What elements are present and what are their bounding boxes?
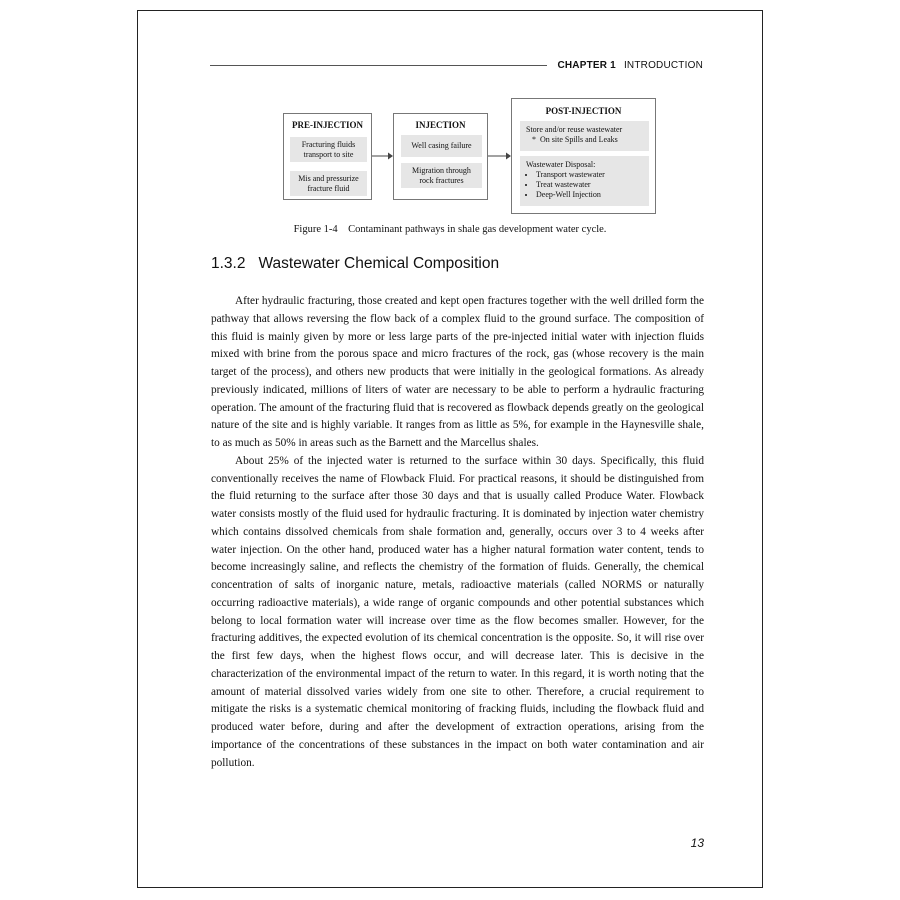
section-title: Wastewater Chemical Composition xyxy=(258,255,500,272)
post-injection-disposal xyxy=(520,156,649,206)
paragraph: About 25% of the injected water is returned to the surface within 30 days. Specifically, this fluid conventionally receives the name of Flowback Fluid. For practical reasons, it should be distinguished from the fluid returning to the surface after those 30 days and that is usually called Produce Water. Flowback water consists mostly of the fluid used for hydraulic fracturing. It is dominated by injection water chemistry which contains dissolved chemicals from shale formation and, generally, occurs over 3 to 4 weeks after water injection. On the other hand, produced water has a higher natural formation water content, tends to become increasingly saline, and reflects the chemistry of the formation of fluids. Generally, the chemical concentration of salts of inorganic nature, metals, radioactive materials (called NORMS or naturally occurring radioactive materials), a wide range of organic compounds and other potential substances which belong to local formation water will increase over time as the flow becomes smaller. However, for the fracturing additives, the expected evolution of its chemical concentration is the opposite. So, it will rise over the first few days, when the highest flows occur, and will decrease later. This is decisive in the characterization of the environmental impact of the return to water. In this regard, it is worth noting that the amount of material dissolved varies widely from one site to other. Therefore, a crucial requirement to mitigate the risks is a systematic chemical monitoring of fracking fluids, including the flowback fluid and produced water before, during and after the development of extraction operations, arising from the importance of the concentrations of these substances in the impact on both water contamination and air pollution. xyxy=(211,454,704,769)
store-heading: Store and/or reuse wastewater xyxy=(526,125,623,134)
arrow-right-icon xyxy=(372,151,394,161)
disposal-heading: Wastewater Disposal: xyxy=(526,160,596,169)
figure-caption: Figure 1-4 Contaminant pathways in shale gas development water cycle. xyxy=(293,224,607,235)
pre-injection-title: PRE-INJECTION xyxy=(291,120,363,130)
header-rule xyxy=(210,65,547,66)
post-injection-box xyxy=(511,98,656,214)
pre-injection-box xyxy=(283,113,372,200)
store-bullet-text: On site Spills and Leaks xyxy=(540,135,618,144)
store-bullet: * On site Spills and Leaks xyxy=(532,135,618,144)
section-number: 1.3.2 xyxy=(211,255,246,272)
disposal-bullet: • Deep-Well Injection xyxy=(536,190,643,200)
section-heading xyxy=(211,255,499,273)
body-text xyxy=(211,293,704,772)
running-header xyxy=(210,58,703,72)
post-injection-store xyxy=(520,121,649,151)
disposal-bullet: • Transport wastewater xyxy=(536,170,643,180)
chapter-label: CHAPTER 1 xyxy=(557,59,616,71)
disposal-bullet: • Treat wastewater xyxy=(536,180,643,190)
paragraph: After hydraulic fracturing, those created and kept open fractures together with the well drilled form the pathway that allows reversing the flow back of a complex fluid to the ground surface. The composition of this fluid is mainly given by more or less large parts of the pre-injected initial water with injection fluids mixed with brine from the porous space and micro fractures of the rock, gas (whose recovery is the main target of the process), and others new products that were initially in the geological formations. As already previously indicated, millions of liters of water are necessary to be able to perform a hydraulic fracturing operation. The amount of the fracturing fluid that is recovered as flowback depends greatly on the geological nature of the site and is highly variable. It ranges from as little as 5%, for example in the Haynesville shale, to as much as 50% in areas such as the Barnett and the Marcellus shales. xyxy=(211,295,704,449)
disposal-list xyxy=(526,170,643,200)
chapter-title: INTRODUCTION xyxy=(623,59,703,71)
injection-box xyxy=(393,113,488,200)
pre-injection-item-2: Mis and pressurize fracture fluid xyxy=(290,171,367,196)
arrow-right-icon xyxy=(488,151,512,161)
pre-injection-item-1: Fracturing fluids transport to site xyxy=(290,137,367,162)
injection-title: INJECTION xyxy=(415,120,466,130)
injection-item-1: Well casing failure xyxy=(401,135,482,157)
injection-item-2: Migration through rock fractures xyxy=(401,163,482,188)
page-number: 13 xyxy=(690,836,704,850)
post-injection-title: POST-INJECTION xyxy=(545,106,622,116)
